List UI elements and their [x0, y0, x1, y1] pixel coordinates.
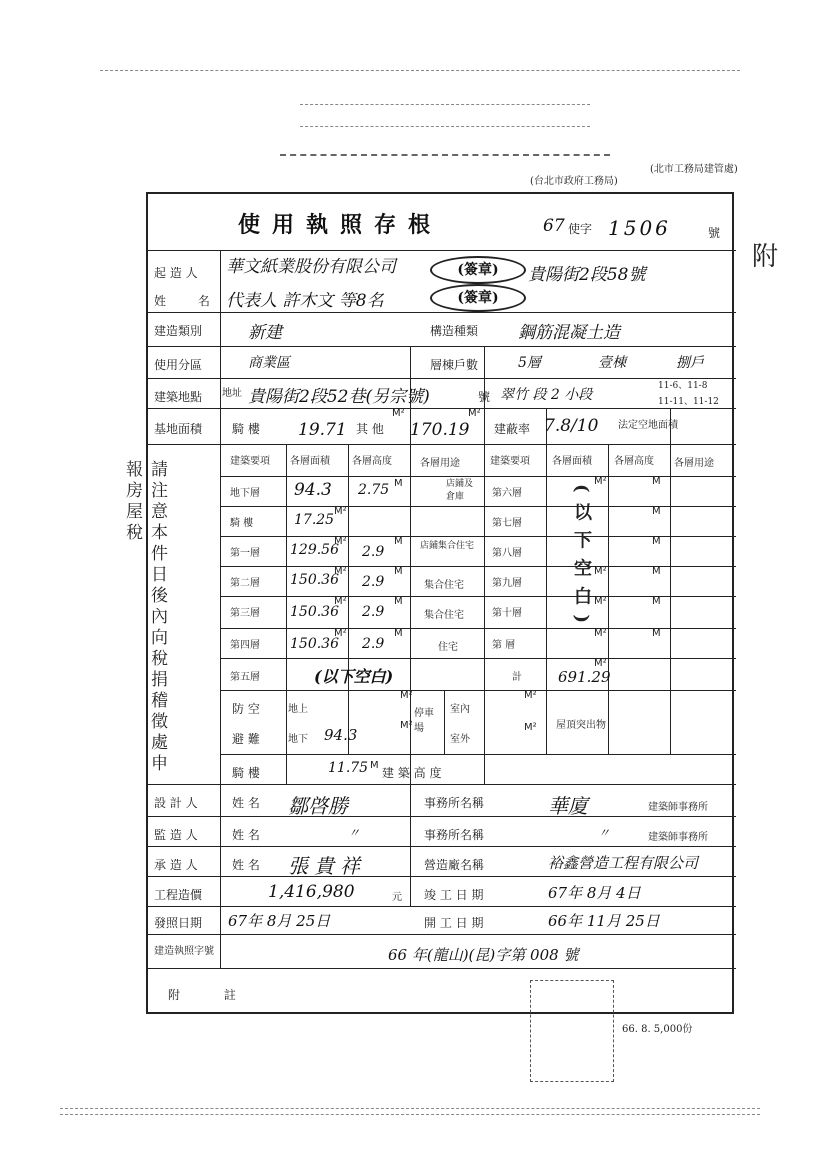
permit-value: 66 年(龍山)(昆)字第 008 號	[388, 946, 579, 964]
designer-name: 鄒啓勝	[288, 794, 348, 818]
ratio-label: 建蔽率	[494, 422, 531, 436]
floor-right-label: 第六層	[492, 488, 522, 499]
arcade-label: 騎 樓	[232, 422, 260, 436]
floor-right-label: 第九層	[492, 578, 522, 589]
owner-label: 起 造 人	[154, 266, 198, 280]
owner-seal-2: (簽章)	[430, 284, 526, 312]
shelter-label-2: 避 難	[232, 732, 260, 746]
other-area-unit: M²	[468, 408, 481, 419]
permit-number-mid: 使字	[568, 222, 593, 236]
shelter-label: 防 空	[232, 702, 260, 716]
floors-value-1: 5層	[518, 355, 541, 371]
contractor-office: 裕鑫營造工程有限公司	[548, 854, 699, 872]
site-lot: 翠竹 段 2 小段	[500, 387, 593, 403]
site-lot-number-1: 11-6、11-8	[658, 381, 708, 391]
floor-header-item: 建築要項	[230, 456, 270, 467]
floor-header-height: 各層高度	[352, 456, 392, 467]
cost-label: 工程造價	[154, 888, 203, 902]
start-date-value: 66年 11月 25日	[548, 912, 660, 930]
floor-right-label: 第八層	[492, 548, 522, 559]
print-mark: 66. 8. 5,000份	[622, 1024, 693, 1035]
contractor-factory-label: 營造廠名稱	[424, 858, 485, 872]
arcade-area-unit: M²	[392, 408, 405, 419]
floor-header-area: 各層面積	[290, 456, 330, 467]
shelter-below-value: 94.3	[324, 726, 358, 744]
structure-value: 鋼筋混凝土造	[518, 323, 620, 343]
contractor-label: 承 造 人	[154, 858, 198, 872]
right-blank-stamp: (以下空白)	[571, 484, 592, 634]
owner-seal-1: (簽章)	[430, 256, 526, 284]
bottom-stamp	[530, 980, 614, 1082]
owner-address: 貴陽街2段58號	[528, 265, 646, 285]
permit-label: 建造執照字號	[154, 946, 214, 957]
supervisor-arch-office-label: 建築師事務所	[648, 832, 708, 843]
zone-value: 商業區	[248, 355, 290, 371]
contractor-name: 張貴祥	[288, 854, 366, 878]
contractor-name-label: 姓 名	[232, 858, 260, 872]
permit-number-prefix: 67	[543, 216, 565, 236]
legal-open-space-label: 法定空地面積	[618, 420, 678, 431]
right-margin-mark: 附	[752, 242, 779, 272]
issue-date-value: 67年 8月 25日	[228, 912, 331, 930]
floors-value-2: 壹棟	[598, 355, 626, 371]
top-center-stamp: (台北市政府工務局)	[530, 176, 618, 187]
finish-date-label: 竣 工 日 期	[424, 888, 484, 902]
permit-number-suffix: 號	[708, 226, 721, 240]
shelter-below-label: 地下	[288, 734, 308, 745]
owner-name-label: 姓 名	[154, 294, 224, 308]
scan-line-bottom	[60, 1108, 760, 1109]
floor-right-label: 第七層	[492, 518, 522, 529]
floor-header-item-right: 建築要項	[490, 456, 530, 467]
parking-label: 停車場	[414, 708, 434, 734]
area-label: 基地面積	[154, 422, 203, 436]
designer-label: 設 計 人	[154, 796, 198, 810]
designer-arch-office-label: 建築師事務所	[648, 802, 708, 813]
owner-representative: 代表人 許木文 等8名	[226, 291, 384, 311]
arcade-height-label: 騎 樓	[232, 766, 260, 780]
top-faded-stamp	[300, 96, 610, 166]
floor-header-area-right: 各層面積	[552, 456, 592, 467]
floors-value-3: 捌戶	[676, 355, 704, 371]
other-area-label: 其 他	[356, 422, 384, 436]
finish-date-value: 67年 8月 4日	[548, 884, 641, 902]
floor-total-value: 691.29	[558, 668, 611, 686]
form-title: 使用執照存根	[238, 212, 443, 238]
designer-name-label: 姓 名	[232, 796, 260, 810]
floors-label: 層棟戶數	[430, 358, 479, 372]
site-value: 貴陽街2段52巷(另宗號)	[248, 387, 430, 407]
supervisor-name: 〃	[348, 826, 361, 840]
other-area-value: 170.19	[410, 420, 470, 440]
arcade-height-value: 11.75	[328, 760, 369, 776]
permit-form: 使用執照存根 67 使字 1506 號 起 造 人 姓 名 華文紙業股份有限公司 代表人 許木文 等8名 (簽章) (簽章) 貴陽街2段58號 建造類別 新建 構造種類 鋼筋混凝土造 使用分區 商業區 層棟戶數 5層 壹棟 捌戶 建築地點 地址 貴陽街2段52巷(另宗號) 號 翠竹 段 2 小段 11-6、11-8 11-11、11-12 基地面積 騎 樓 19.71 M² 其 他 170.19 M² 建蔽率 7.8/10 法定空地面積 建築要項 各層面積 各層高度 各層用途 建築要項 各層面積 各層高度 各層用途 地下層 94.3 2.75 店鋪及倉庫 騎 樓 17.25 第一層 129.56 2.9 店鋪集合住宅 第二層 150.36 2.9 集合住宅 第三層 150.36 2.9 集合住宅 第四層 150.36 2.9 住宅 第五層 (以下空白) M M² M² M M² M M² M M² M 第六層 第七層 第八層 第九層 第十層 第 層 計 691.29 (以下空白) M² M M M M² M M² M M² M M² 防 空 避 難 地上 地下 94.3 M² M² 停車場 室內 室外 M² M² 屋頂突出物 騎 樓 11.75 M 建 築 高 度 設 計 人 姓 名 鄒啓勝 事務所名稱 華廈 建築師事務所 監 造 人 姓 名 〃 事務所名稱 〃 建築師事務所 承 造 人 姓 名 張貴祥 營造廠名稱 裕鑫營造工程有限公司 工程造價 1,416,980 元 竣 工 日 期 67年 8月 4日 發照日期 67年 8月 25日 開 工 日 期 66年 11月 25日 建造執照字號 66 年(龍山)(昆)字第 008 號 附 註 66. 8. 5,000份	[146, 192, 734, 1014]
cost-value: 1,416,980	[268, 882, 355, 902]
floor-header-use-right: 各層用途	[674, 458, 714, 469]
building-height-label: 建 築 高 度	[382, 766, 442, 780]
arcade-area-value: 19.71	[298, 420, 347, 440]
floor-header-use: 各層用途	[420, 458, 460, 469]
supervisor-office-label: 事務所名稱	[424, 828, 485, 842]
site-prefix: 地址	[222, 388, 242, 399]
build-type-value: 新建	[248, 323, 282, 343]
scan-line	[100, 70, 740, 71]
cost-unit: 元	[392, 892, 402, 903]
floor-total-label: 計	[512, 672, 522, 683]
designer-office: 華廈	[548, 794, 588, 818]
issue-date-label: 發照日期	[154, 916, 203, 930]
rooftop-label: 屋頂突出物	[556, 720, 606, 731]
left-margin-note: 請注意本件日後內向稅捐稽徵處申報房屋稅	[122, 460, 167, 775]
designer-office-label: 事務所名稱	[424, 796, 485, 810]
site-lot-number-2: 11-11、11-12	[658, 397, 719, 407]
floor-right-label: 第十層	[492, 608, 522, 619]
shelter-above-label: 地上	[288, 704, 308, 715]
owner-value: 華文紙業股份有限公司	[226, 257, 396, 277]
note-label: 附 註	[168, 988, 256, 1002]
parking-outdoor-label: 室外	[450, 734, 470, 745]
site-label: 建築地點	[154, 390, 203, 404]
supervisor-office: 〃	[598, 826, 611, 840]
permit-number: 1506	[608, 216, 671, 240]
site-number-label: 號	[478, 390, 491, 404]
ratio-value: 7.8/10	[544, 416, 599, 436]
supervisor-name-label: 姓 名	[232, 828, 260, 842]
structure-label: 構造種類	[430, 324, 479, 338]
top-right-stamp: (北市工務局建管處)	[650, 164, 738, 175]
floor-header-height-right: 各層高度	[614, 456, 654, 467]
build-type-label: 建造類別	[154, 324, 203, 338]
zone-label: 使用分區	[154, 358, 203, 372]
parking-indoor-label: 室內	[450, 704, 470, 715]
start-date-label: 開 工 日 期	[424, 916, 484, 930]
scan-line-bottom-2	[60, 1114, 760, 1115]
floor-right-label: 第 層	[492, 640, 516, 651]
supervisor-label: 監 造 人	[154, 828, 198, 842]
